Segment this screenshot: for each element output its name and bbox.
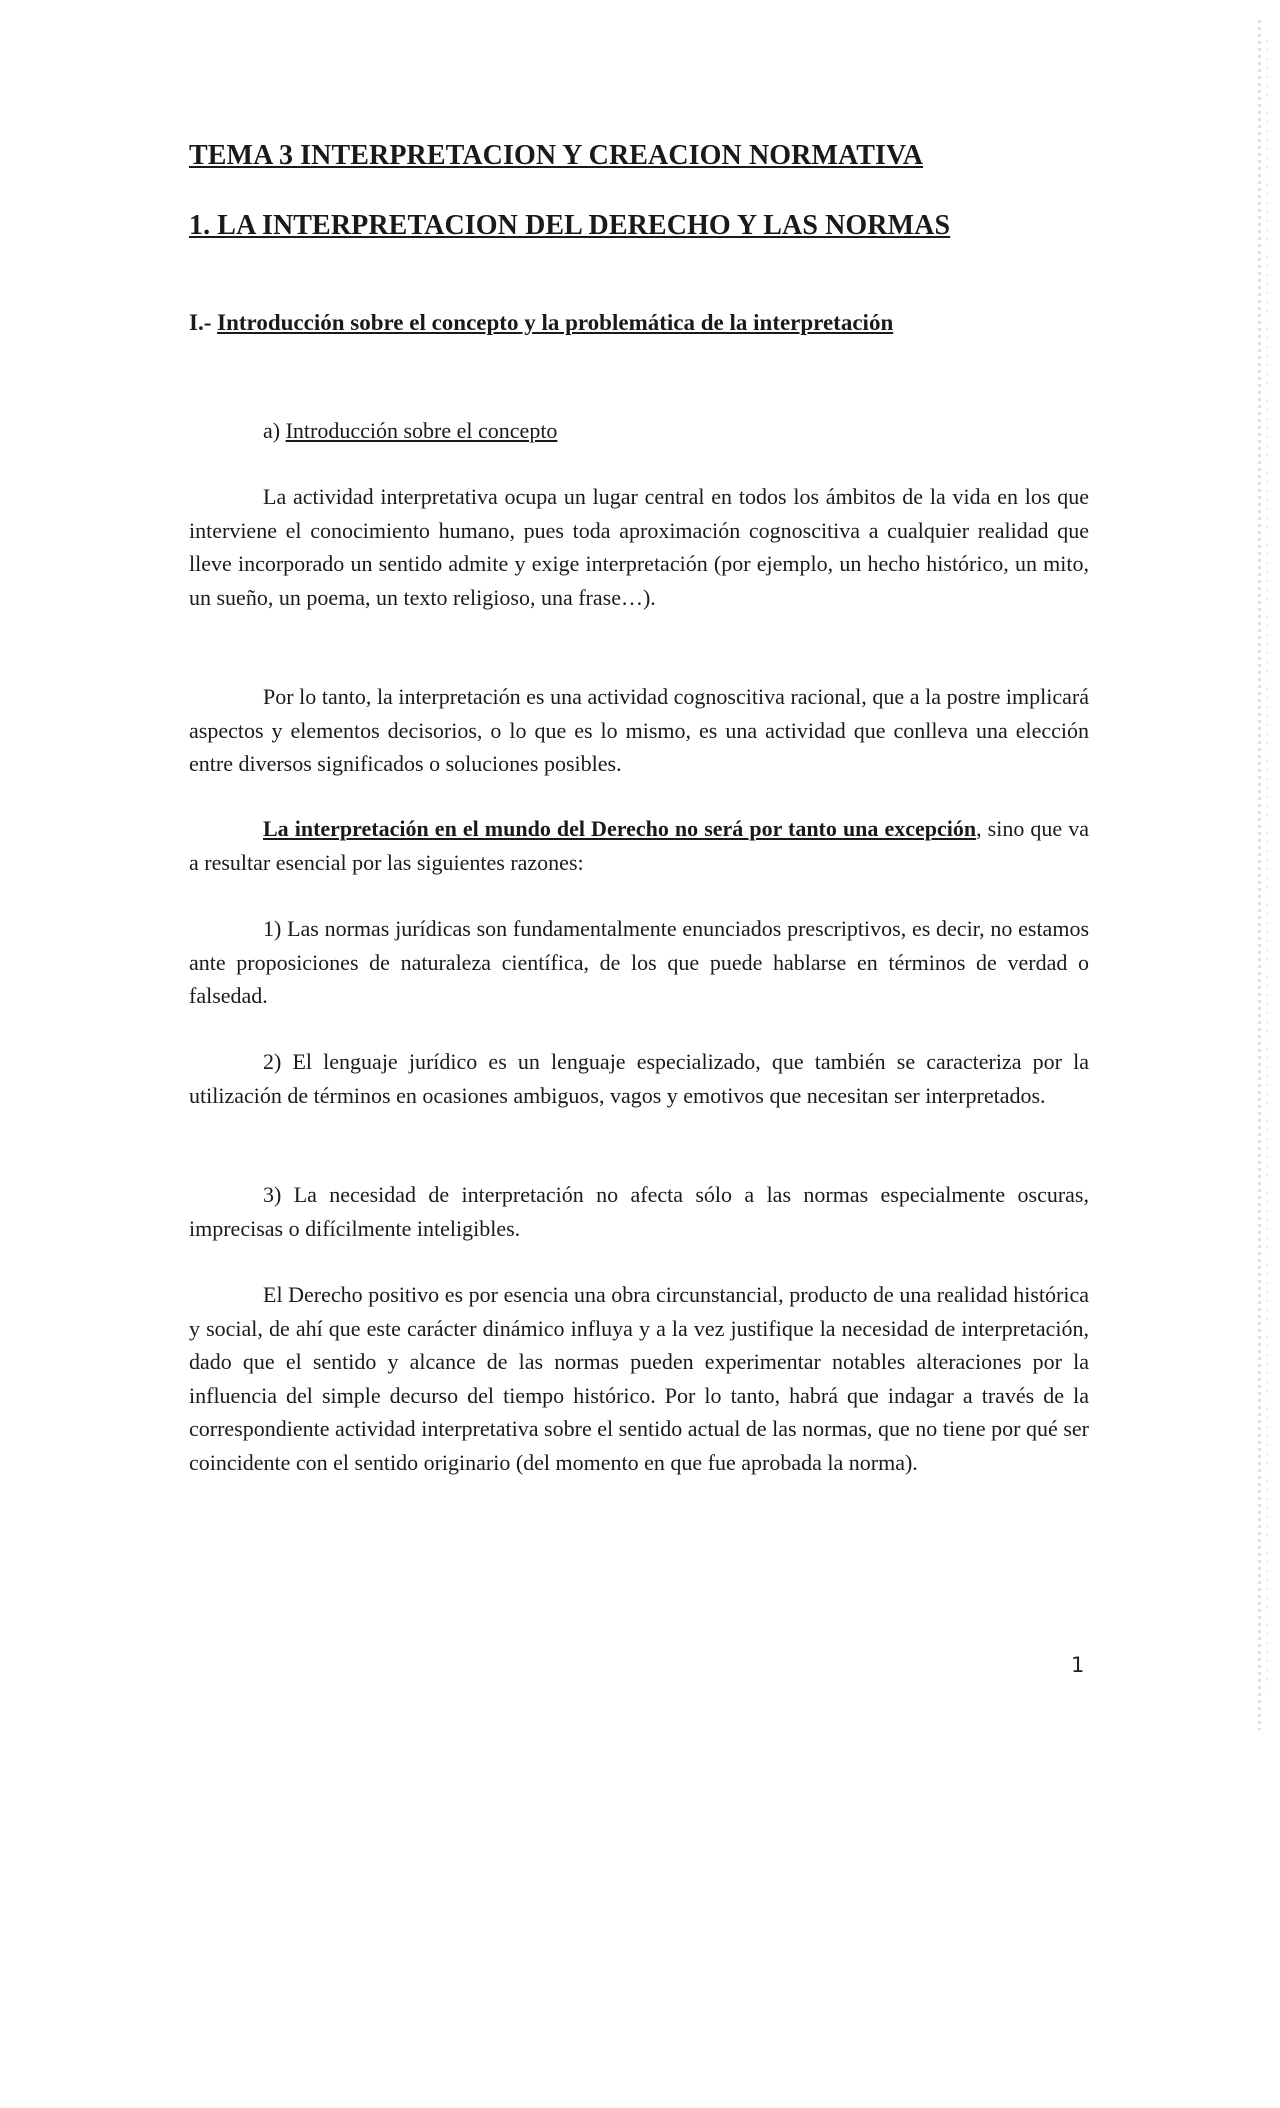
- reason-2: 2) El lenguaje jurídico es un lenguaje especializado, que también se caracteriza por la utilización de términos en ocasiones ambiguos, vagos y emotivos que necesitan ser interpretados.: [189, 1049, 1089, 1108]
- paragraph-3: [189, 812, 1089, 879]
- page-number: 1: [1071, 1653, 1085, 1677]
- paragraph-3-emphasis: La interpretación en el mundo del Derecho no será por tanto una excepción: [263, 816, 977, 841]
- subsection-title: Introducción sobre el concepto: [285, 418, 558, 443]
- paragraph-2: Por lo tanto, la interpretación es una actividad cognoscitiva racional, que a la postre implicará aspectos y elementos decisorios, o lo que es lo mismo, es una actividad que conlleva una elección entre diversos significados o soluciones posibles.: [189, 684, 1089, 776]
- paragraph-3-rest: , sino que va a resultar esencial por las siguientes razones:: [189, 816, 1090, 875]
- subsection-marker: a): [263, 418, 286, 443]
- document-title: TEMA 3 INTERPRETACION Y CREACION NORMATIVA: [189, 140, 924, 171]
- section-number: I.-: [189, 310, 218, 335]
- scan-edge-artifact: [1258, 20, 1261, 1730]
- paragraph-7: El Derecho positivo es por esencia una obra circunstancial, producto de una realidad histórica y social, de ahí que este carácter dinámico influya y a la vez justifique la necesidad de interpretación, dado que el sentido y alcance de las normas pueden experimentar notables alteraciones por la influencia del simple decurso del tiempo histórico. Por lo tanto, habrá que indagar a través de la correspondiente actividad interpretativa sobre el sentido actual de las normas, que no tiene por qué ser coincidente con el sentido originario (del momento en que fue aprobada la norma).: [189, 1282, 1089, 1475]
- section-title: Introducción sobre el concepto y la problemática de la interpretación: [217, 310, 894, 335]
- reason-1: 1) Las normas jurídicas son fundamentalmente enunciados prescriptivos, es decir, no estamos ante proposiciones de naturaleza científica, de los que puede hablarse en términos de verdad o falsedad.: [189, 916, 1089, 1008]
- subsection-heading: [263, 418, 557, 444]
- section-heading: [189, 310, 893, 336]
- reason-3: 3) La necesidad de interpretación no afecta sólo a las normas especialmente oscuras, imprecisas o difícilmente inteligibles.: [189, 1182, 1089, 1241]
- paragraph-1: La actividad interpretativa ocupa un lugar central en todos los ámbitos de la vida en los que interviene el conocimiento humano, pues toda aproximación cognoscitiva a cualquier realidad que lleve incorporado un sentido admite y exige interpretación (por ejemplo, un hecho histórico, un mito, un sueño, un poema, un texto religioso, una frase…).: [189, 484, 1089, 610]
- document-subtitle: 1. LA INTERPRETACION DEL DERECHO Y LAS NORMAS: [189, 210, 951, 241]
- scan-edge-artifact-secondary: [1266, 40, 1268, 1690]
